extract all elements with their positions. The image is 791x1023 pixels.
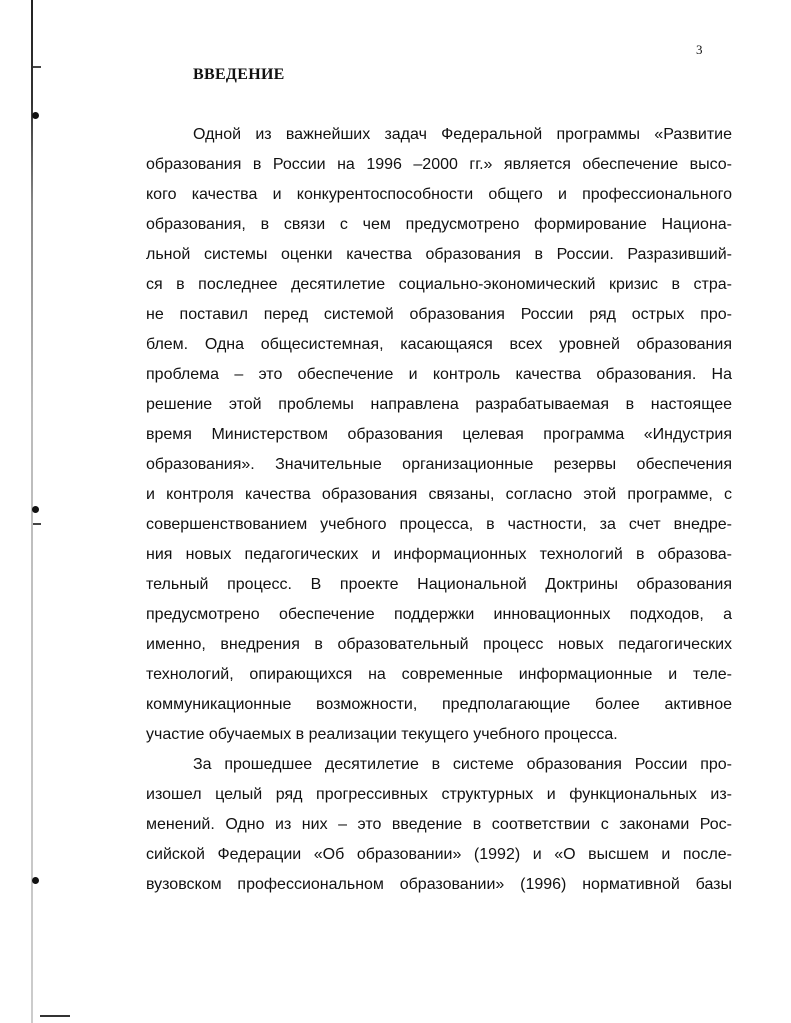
text-line: совершенствованием учебного процесса, в частности, за счет внедре- [146,516,732,533]
text-line: вузовском профессиональном образовании» (1996) нормативной базы [146,876,732,893]
text-line: льной системы оценки качества образования в России. Разразивший- [146,246,732,263]
text-line: кого качества и конкурентоспособности общего и профессионального [146,186,732,203]
scan-tick [33,66,41,68]
text-line: не поставил перед системой образования России ряд острых про- [146,306,732,323]
text-line: время Министерством образования целевая программа «Индустрия [146,426,732,443]
scan-mark-dot [32,506,39,513]
scan-bottom-line [40,1015,70,1017]
text-line: образования, в связи с чем предусмотрено формирование Национа- [146,216,732,233]
text-line: технологий, опирающихся на современные информационные и теле- [146,666,732,683]
text-line: ся в последнее десятилетие социально-экономический кризис в стра- [146,276,732,293]
body-text [146,120,732,900]
text-line: и контроля качества образования связаны, согласно этой программе, с [146,486,732,503]
page-number: 3 [696,42,703,57]
text-line: сийской Федерации «Об образовании» (1992) и «О высшем и после- [146,846,732,863]
text-line: менений. Одно из них – это введение в соответствии с законами Рос- [146,816,732,833]
text-line: образования в России на 1996 –2000 гг.» является обеспечение высо- [146,156,732,173]
scan-mark-dot [32,112,39,119]
text-line: решение этой проблемы направлена разрабатываемая в настоящее [146,396,732,413]
text-line: За прошедшее десятилетие в системе образования России про- [193,756,732,773]
text-line: Одной из важнейших задач Федеральной программы «Развитие [193,126,732,143]
text-line: коммуникационные возможности, предполагающие более активное [146,696,732,713]
text-line: проблема – это обеспечение и контроль качества образования. На [146,366,732,383]
text-line: участие обучаемых в реализации текущего учебного процесса. [146,726,618,743]
text-line: тельный процесс. В проекте Национальной Доктрины образования [146,576,732,593]
text-line: изошел целый ряд прогрессивных структурных и функциональных из- [146,786,732,803]
text-line: именно, внедрения в образовательный процесс новых педагогических [146,636,732,653]
text-line: образования». Значительные организационные резервы обеспечения [146,456,732,473]
text-line: блем. Одна общесистемная, касающаяся всех уровней образования [146,336,732,353]
scan-tick [33,523,41,525]
text-line: ния новых педагогических и информационных технологий в образова- [146,546,732,563]
text-line: предусмотрено обеспечение поддержки инновационных подходов, а [146,606,732,623]
scan-mark-dot [32,877,39,884]
page-heading: ВВЕДЕНИЕ [193,66,285,83]
